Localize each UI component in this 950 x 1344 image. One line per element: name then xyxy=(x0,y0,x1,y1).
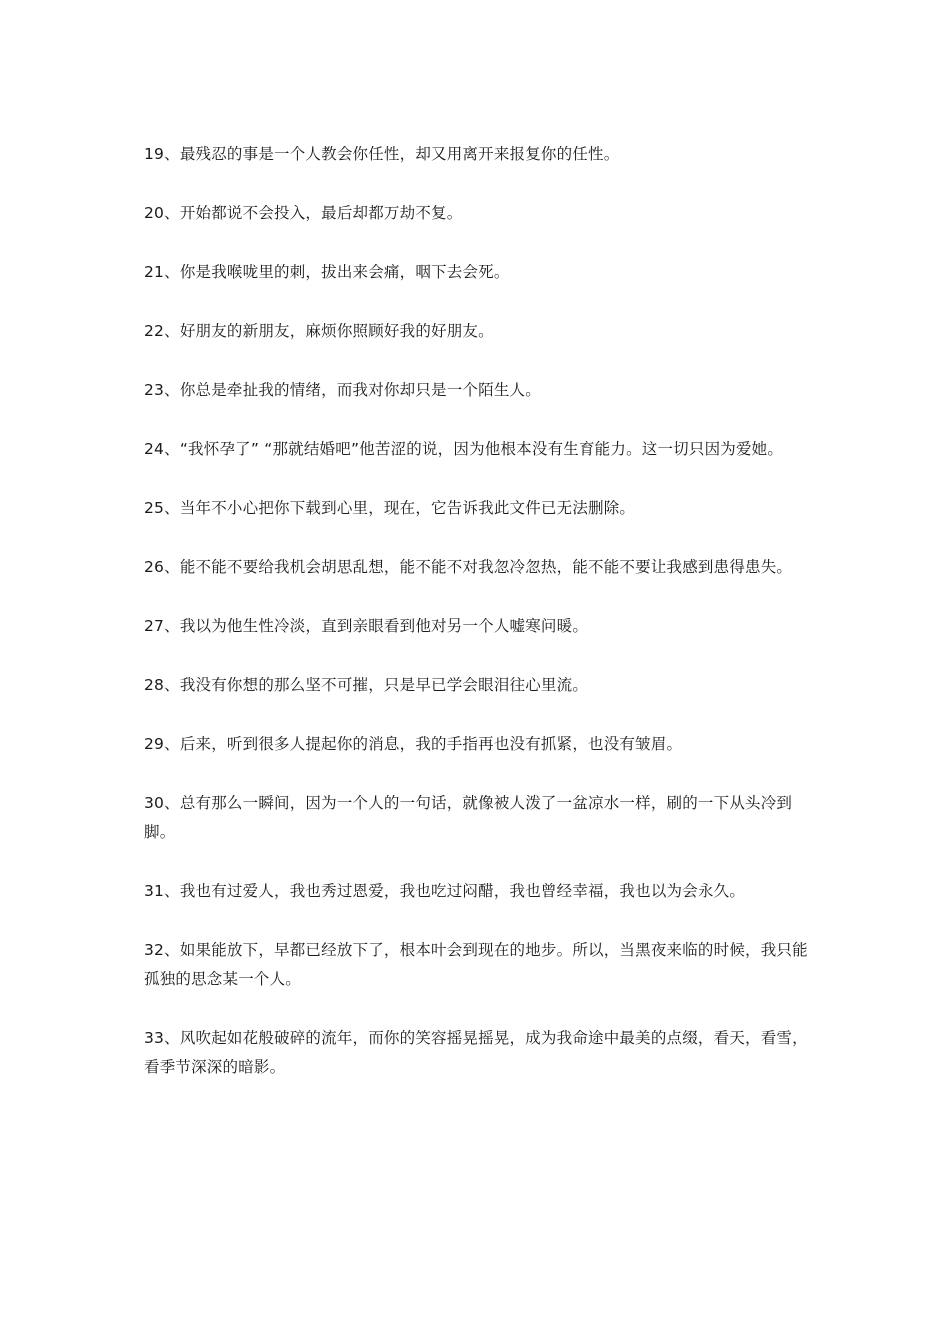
quote-28: 28、我没有你想的那么坚不可摧，只是早已学会眼泪往心里流。 xyxy=(144,676,589,694)
quote-32: 32、如果能放下，早都已经放下了，根本叶会到现在的地步。所以，当黑夜来临的时候，我只能孤独的思念某一个人。 xyxy=(144,941,808,988)
quote-31: 31、我也有过爱人，我也秀过恩爱，我也吃过闷醋，我也曾经幸福，我也以为会永久。 xyxy=(144,882,746,900)
quote-26: 26、能不能不要给我机会胡思乱想，能不能不对我忽冷忽热，能不能不要让我感到患得患失。 xyxy=(144,558,793,576)
quote-19: 19、最残忍的事是一个人教会你任性，却又用离开来报复你的任性。 xyxy=(144,145,620,163)
quote-list xyxy=(144,140,808,1112)
quote-24: 24、“我怀孕了” “那就结婚吧”他苦涩的说，因为他根本没有生育能力。这一切只因为爱她。 xyxy=(144,440,784,458)
quote-22: 22、好朋友的新朋友，麻烦你照顾好我的好朋友。 xyxy=(144,322,494,340)
quote-25: 25、当年不小心把你下载到心里，现在，它告诉我此文件已无法删除。 xyxy=(144,499,636,517)
quote-33: 33、风吹起如花般破碎的流年，而你的笑容摇晃摇晃，成为我命途中最美的点缀，看天，看雪，看季节深深的暗影。 xyxy=(144,1029,808,1076)
quote-20: 20、开始都说不会投入，最后却都万劫不复。 xyxy=(144,204,463,222)
quote-27: 27、我以为他生性冷淡，直到亲眼看到他对另一个人嘘寒问暖。 xyxy=(144,617,589,635)
quote-30: 30、总有那么一瞬间，因为一个人的一句话，就像被人泼了一盆凉水一样，刷的一下从头冷到脚。 xyxy=(144,794,793,841)
quote-23: 23、你总是牵扯我的情绪，而我对你却只是一个陌生人。 xyxy=(144,381,541,399)
quote-21: 21、你是我喉咙里的刺，拔出来会痛，咽下去会死。 xyxy=(144,263,510,281)
quote-29: 29、后来，听到很多人提起你的消息，我的手指再也没有抓紧，也没有皱眉。 xyxy=(144,735,683,753)
